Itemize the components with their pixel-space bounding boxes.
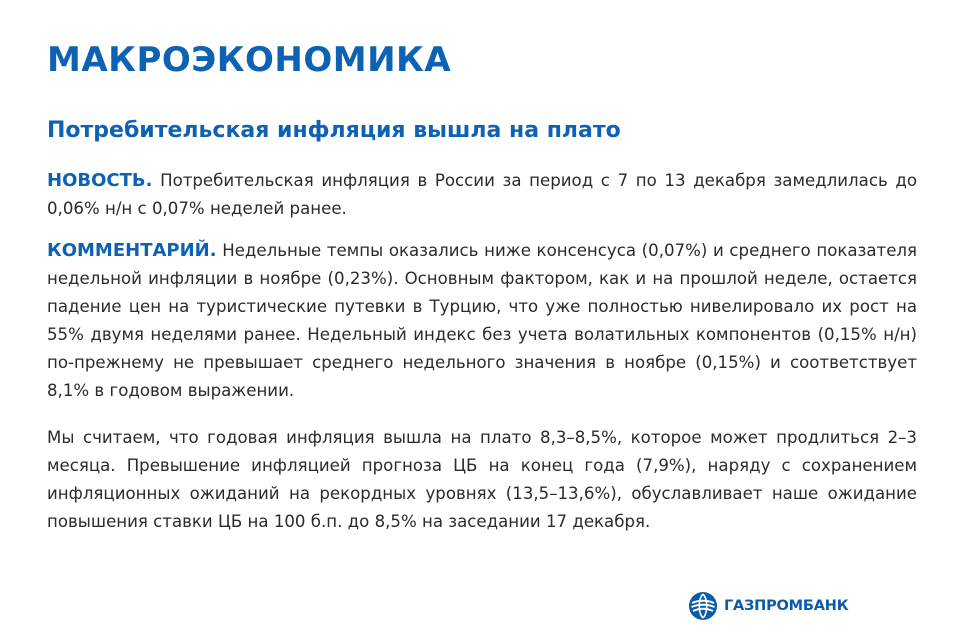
comment-text: Недельные темпы оказались ниже консенсуса (0,07%) и среднего показателя недельной инфляции в ноябре (0,23%). Основным фактором, как и на прошлой неделе, остается падение цен на туристические путевки в Турцию, что уже полностью нивелировало их рост на 55% двумя неделями ранее. Недельный индекс без учета волатильных компонентов (0,15% н/н) по-прежнему не превышает среднего недельного значения в ноябре (0,15%) и соответствует 8,1% в годовом выражении. (47, 241, 917, 400)
gazprombank-logo (688, 591, 848, 621)
view-paragraph: Мы считаем, что годовая инфляция вышла на плато 8,3–8,5%, которое может продлиться 2–3 месяца. Превышение инфляцией прогноза ЦБ на конец года (7,9%), наряду с сохранением инфляционных ожиданий на рекордных уровнях (13,5–13,6%), обуславливает наше ожидание повышения ставки ЦБ на 100 б.п. до 8,5% на заседании 17 декабря. (47, 428, 917, 531)
gazprombank-globe-icon (688, 591, 718, 621)
news-text: Потребительская инфляция в России за период с 7 по 13 декабря замедлилась до 0,06% н/н с 0,07% неделей ранее. (47, 171, 917, 218)
comment-paragraph (47, 237, 917, 405)
news-lead-label: НОВОСТЬ. (47, 170, 153, 191)
news-paragraph (47, 167, 917, 223)
comment-lead-label: КОММЕНТАРИЙ. (47, 240, 217, 261)
logo-text: ГАЗПРОМБАНК (724, 598, 849, 614)
section-title: МАКРОЭКОНОМИКА (47, 40, 452, 80)
news-headline: Потребительская инфляция вышла на плато (47, 118, 621, 143)
